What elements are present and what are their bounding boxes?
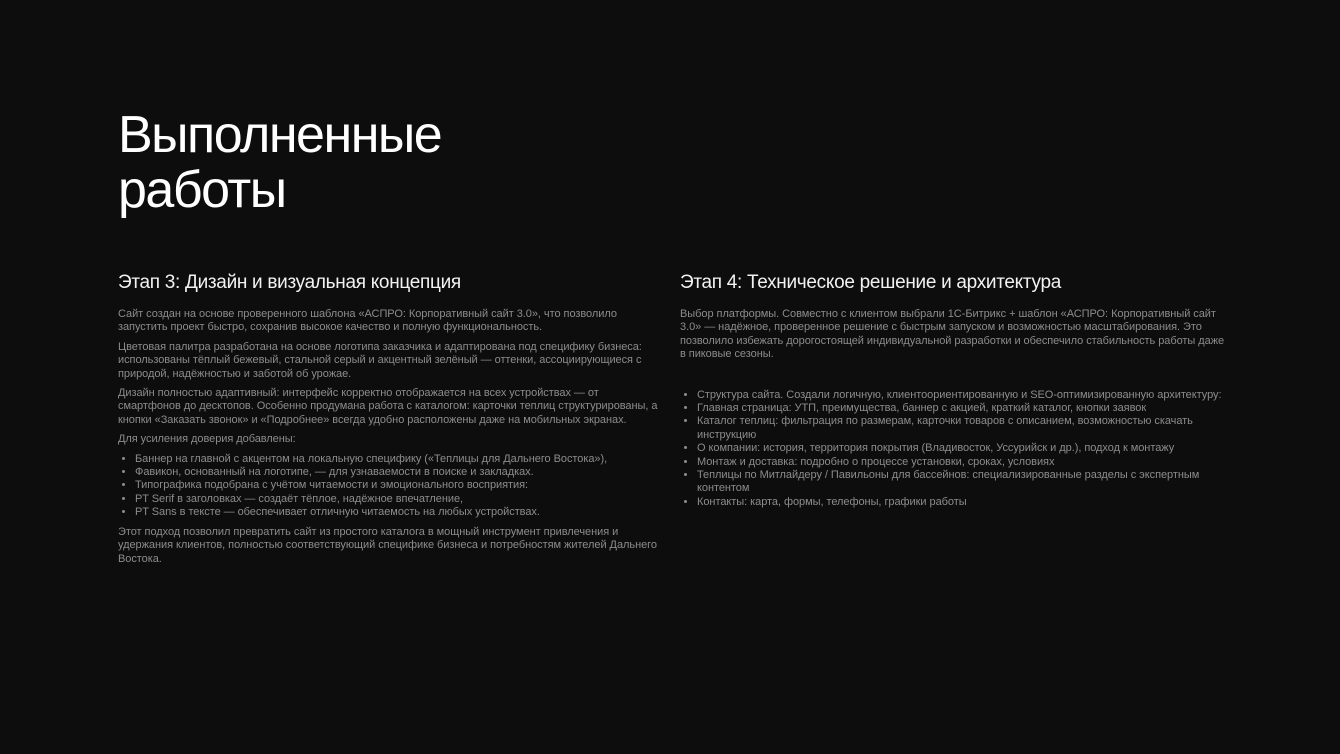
list-item: • Баннер на главной с акцентом на локальную специфику («Теплицы для Дальнего Востока»), [135,453,663,466]
list-item: • Монтаж и доставка: подробно о процессе установки, сроках, условиях [697,456,1225,469]
list-item: • Контакты: карта, формы, телефоны, графики работы [697,496,1225,509]
stage-3-paragraph: Дизайн полностью адаптивный: интерфейс корректно отображается на всех устройствах — от смартфонов до десктопов. Особенно продумана работа с каталогом: карточки теплиц структурированы, а кнопки «Заказать звонок» и «Подробнее» всегда удобно расположены даже на мобильных экранах. [118,387,658,426]
list-item: • PT Sans в тексте — обеспечивает отличную читаемость на любых устройствах. [135,506,663,519]
stage-3-conclusion: Этот подход позволил превратить сайт из простого каталога в мощный инструмент привлечения и удержания клиентов, полностью соответствующий специфике бизнеса и потребностям жителей Дальнего Востока. [118,525,657,565]
list-item: • О компании: история, территория покрытия (Владивосток, Уссурийск и др.), подход к монтажу [697,442,1225,455]
stage-3-section [118,271,663,572]
stage-4-section [680,271,1225,515]
list-item: • Теплицы по Митлайдеру / Павильоны для бассейнов: специализированные разделы с экспертным контентом [697,469,1225,496]
list-item: • Типографика подобрана с учётом читаемости и эмоционального восприятия: [135,479,663,492]
list-item: • PT Serif в заголовках — создаёт тёплое, надёжное впечатление, [135,493,663,506]
stage-4-list [680,389,1225,510]
list-item: • Фавикон, основанный на логотипе, — для узнаваемости в поиске и закладках. [135,466,663,479]
stage-4-title: Этап 4: Техническое решение и архитектура [680,272,1062,293]
stage-3-title: Этап 3: Дизайн и визуальная концепция [118,272,461,293]
stage-3-paragraph: Сайт создан на основе проверенного шаблона «АСПРО: Корпоративный сайт 3.0», что позволило запустить проект быстро, сохранив высокое качество и полную функциональность. [118,308,617,334]
stage-3-paragraph: Цветовая палитра разработана на основе логотипа заказчика и адаптирована под специфику бизнеса: использованы тёплый бежевый, стальной серый и акцентный зелёный — оттенки, ассоциирующиеся с природой, надёжностью и заботой об урожае. [118,340,642,380]
list-item: • Главная страница: УТП, преимущества, баннер с акцией, краткий каталог, кнопки заявок [697,402,1225,415]
list-item: • Структура сайта. Создали логичную, клиентоориентированную и SEO-оптимизированную архитектуру: [697,389,1225,402]
page-title-line-2: работы [118,161,286,219]
stage-3-list [118,453,663,520]
list-item: • Каталог теплиц: фильтрация по размерам, карточки товаров с описанием, возможностью скачать инструкцию [697,415,1225,442]
page-title [118,108,441,218]
stage-3-paragraph: Для усиления доверия добавлены: [118,433,296,446]
page-title-line-1: Выполненные [118,106,442,164]
stage-4-intro: Выбор платформы. Совместно с клиентом выбрали 1С-Битрикс + шаблон «АСПРО: Корпоративный сайт 3.0» — надёжное, проверенное решение с быстрым запуском и возможностью масштабирования. Это позволило избежать дорогостоящей индивидуальной разработки и обеспечило стабильность работы даже в пиковые сезоны. [680,308,1225,361]
